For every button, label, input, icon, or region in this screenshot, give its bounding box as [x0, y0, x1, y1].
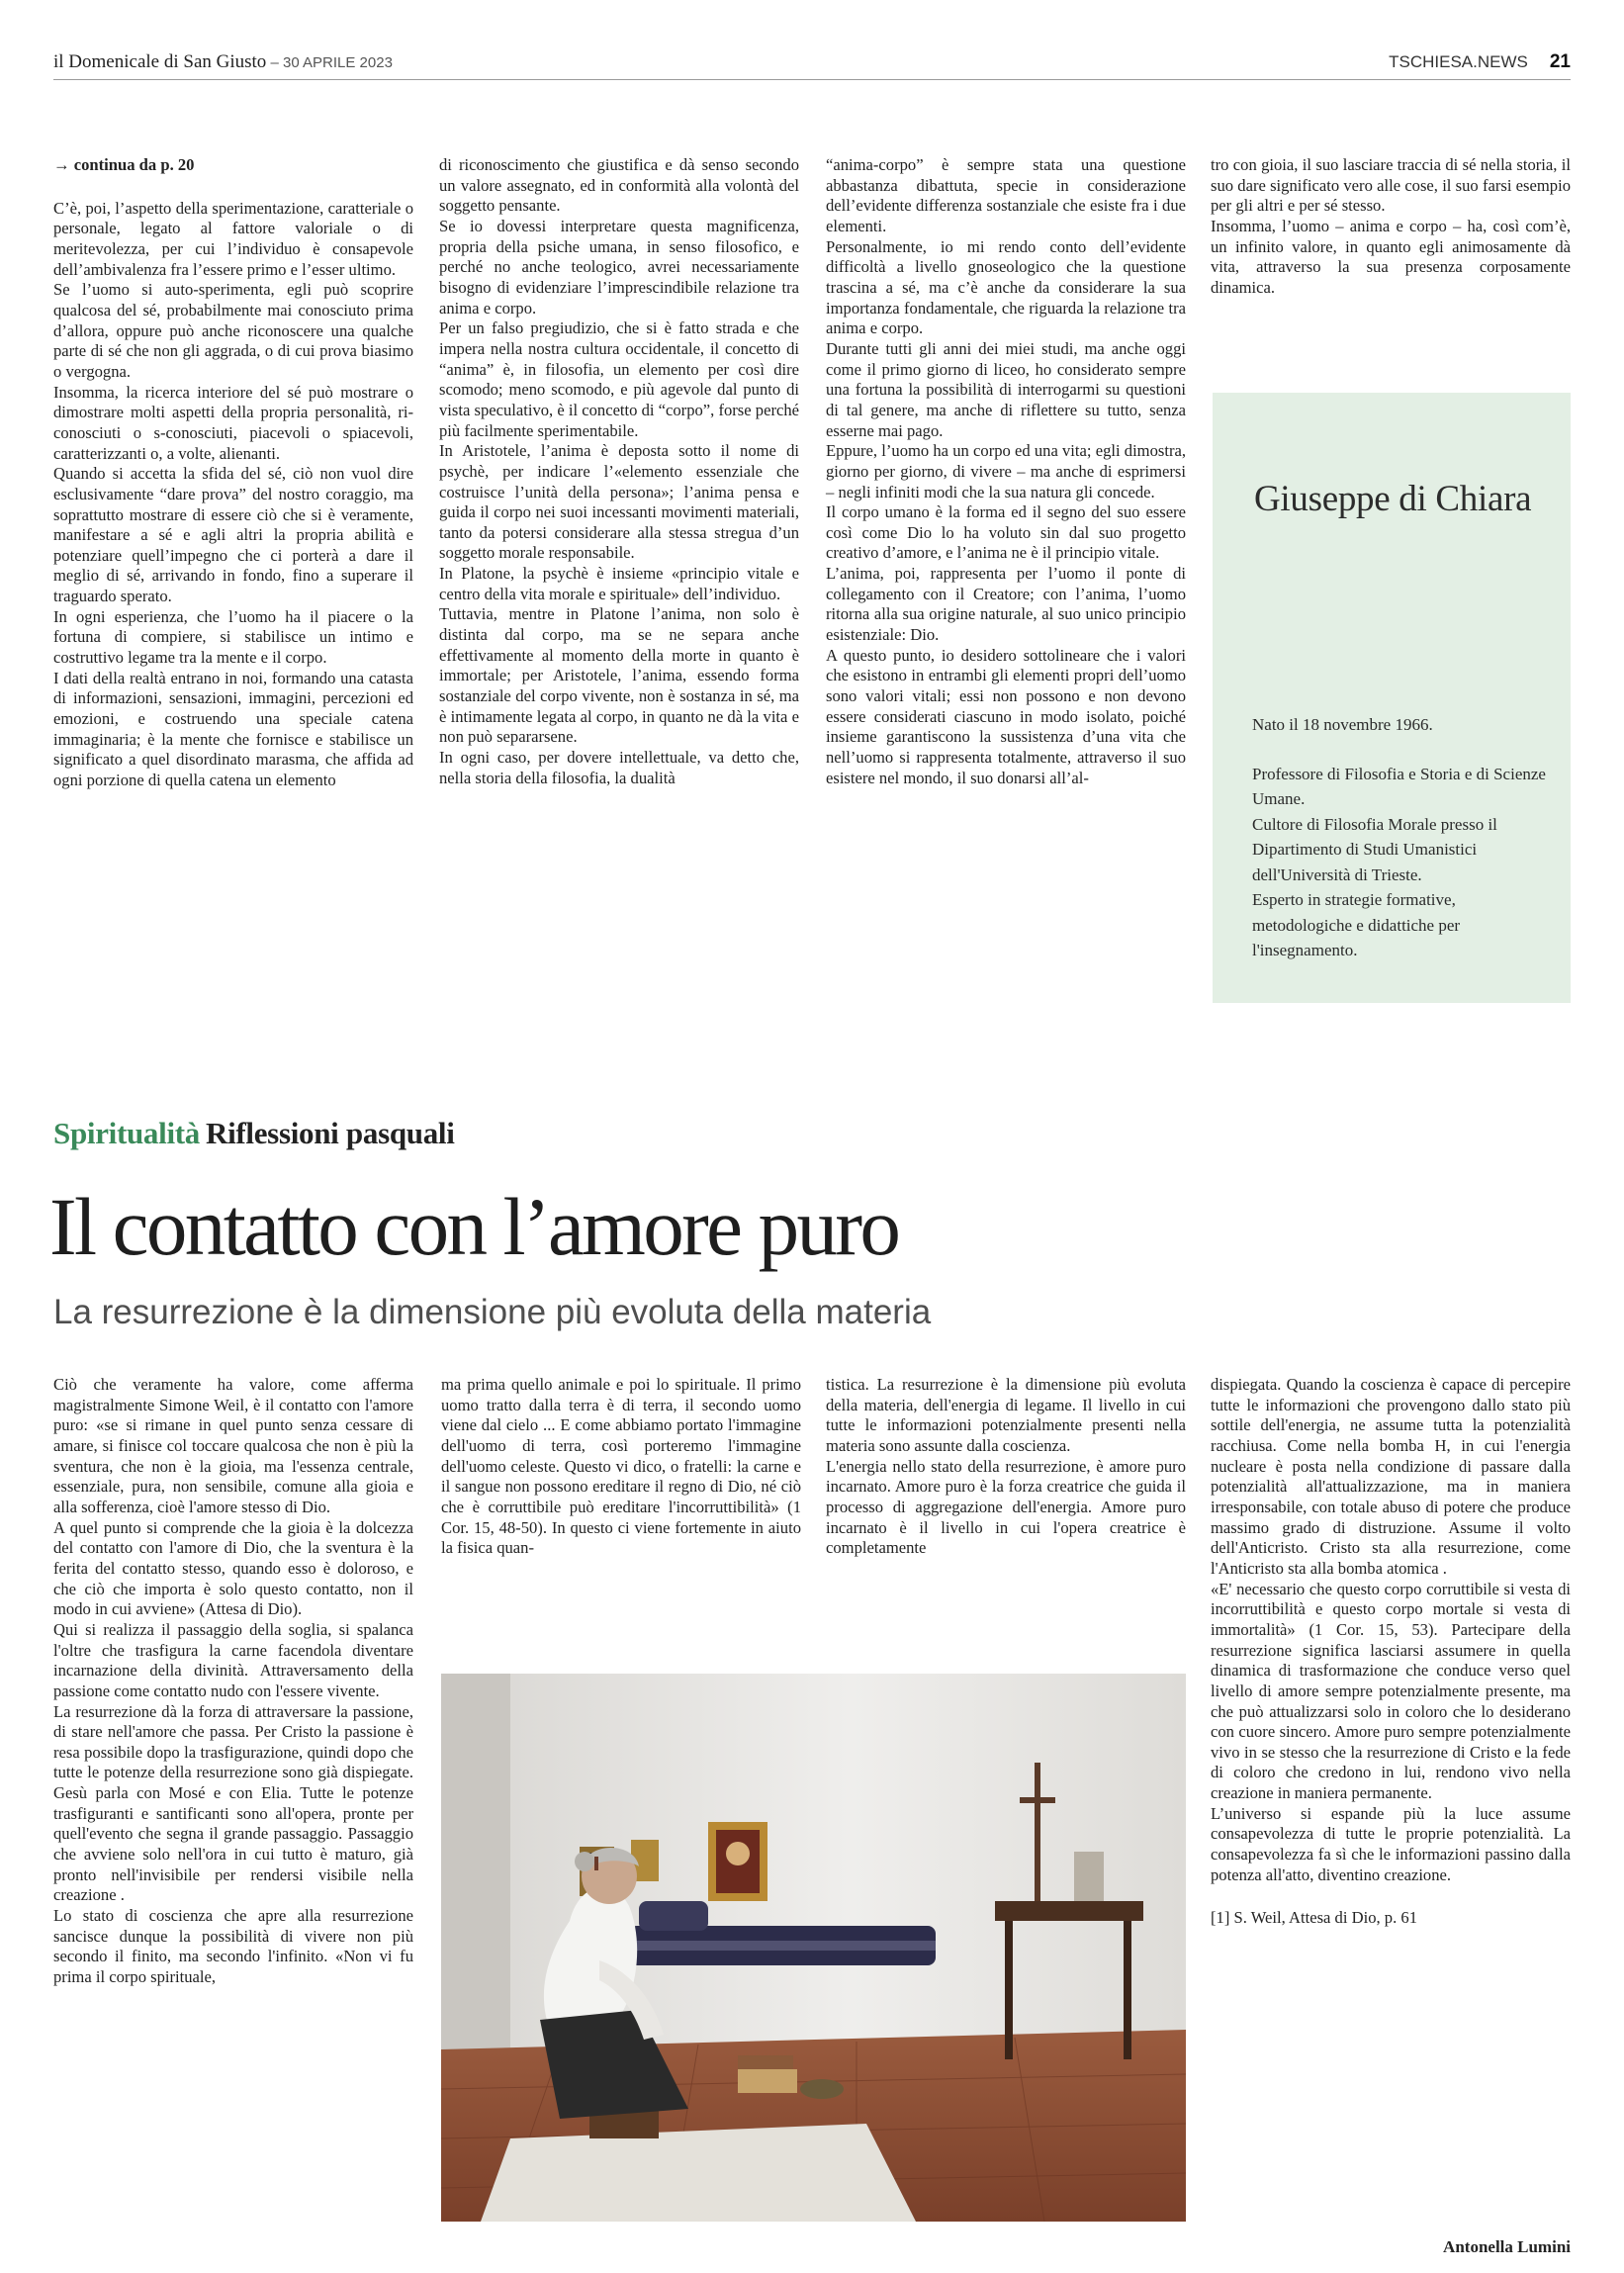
paragraph: Tuttavia, mentre in Platone l’anima, non solo è distinta dal corpo, ma se ne separa anche effettivamente al momento della morte in quanto è immortale; per Aristotele, l’anima, essendo forma sostanziale del corpo vivente, non è sostanza in sé, ma è intimamente legata al corpo, in quanto ne dà la vita e non può separarsene. [439, 604, 799, 747]
article-subtitle: La resurrezione è la dimensione più evoluta della materia [53, 1293, 932, 1331]
paragraph: Quando si accetta la sfida del sé, ciò non vuol dire esclusivamente “dare prova” del nostro coraggio, ma soprattutto mostrare di essere ciò che si è veramente, manifestare a sé e agli altri la propria abilità e potenziare quell’impegno che ci porterà a dare il meglio di sé, arrivando in fondo, fino a superare il traguardo sperato. [53, 464, 413, 606]
publication-header [53, 51, 393, 73]
paragraph: ma prima quello animale e poi lo spirituale. Il primo uomo tratto dalla terra è di terra, il secondo uomo viene dal cielo ... E come abbiamo portato l'immagine dell'uomo di terra, così porteremo l'immagine dell'uomo celeste. Questo vi dico, o fratelli: la carne e il sangue non possono ereditare il regno di Dio, né ciò che è corruttibile può ereditare l'incorruttibilità» (1 Cor. 15, 48-50). In questo ci viene fortemente in aiuto la fisica quan- [441, 1375, 801, 1558]
bio-line: Cultore di Filosofia Morale presso il Dipartimento di Studi Umanistici dell'Università di Trieste. [1252, 814, 1497, 884]
author-bio [1252, 712, 1549, 963]
issue-date: – 30 APRILE 2023 [266, 54, 393, 71]
paragraph: Insomma, la ricerca interiore del sé può mostrare o dimostrare molti aspetti della propria personalità, ri-conosciuti o s-conosciuti, piacevoli o spiacevoli, caratterizzanti o, a volte, alienanti. [53, 382, 413, 463]
paragraph: tro con gioia, il suo lasciare traccia di sé nella storia, il suo dare significato vero alle cose, il suo farsi esempio per gli altri e per sé stesso. [1211, 155, 1571, 216]
paragraph: In Aristotele, l’anima è deposta sotto il nome di psychè, per indicare l’«elemento essenziale che costruisce l’unità della persona»; l’anima pensa e guida il corpo nei suoi incessanti movimenti materiali, tanto da potersi considerare alla stessa stregua d’un soggetto morale responsabile. [439, 441, 799, 563]
article-headline: Il contatto con l’amore puro [49, 1181, 899, 1272]
meditation-room-photo [441, 1674, 1186, 2222]
paragraph: Eppure, l’uomo ha un corpo ed una vita; egli dimostra, giorno per giorno, di vivere – ma anche di esprimersi – negli infiniti modi che la sua natura gli concede. [826, 441, 1186, 501]
article-column-3 [826, 1375, 1186, 1559]
paragraph: Se l’uomo si auto-sperimenta, egli può scoprire qualcosa del sé, probabilmente mai conosciuto prima d’allora, oppure può anche riconoscere una qualche parte di sé che non gli aggrada, o di cui prova biasimo o vergogna. [53, 280, 413, 381]
article-photo [441, 1674, 1186, 2222]
paragraph: In Platone, la psychè è insieme «principio vitale e centro della vita morale e spirituale» dell’individuo. [439, 564, 799, 603]
site-header [1389, 51, 1571, 73]
paragraph: Personalmente, io mi rendo conto dell’evidente difficoltà a livello gnoseologico che la questione trascina a sé, ma c’è anche da considerare la sua importanza fondamentale, che riguarda la relazione tra anima e corpo. [826, 236, 1186, 338]
paragraph: L'energia nello stato della resurrezione, è amore puro incarnato. Amore puro è la forza creatrice che guida il processo di aggregazione dell'energia. Amore puro incarnato è il livello in cui l'opera creatrice è completamente [826, 1456, 1186, 1558]
paragraph: L’universo si espande più la luce assume consapevolezza di tutte le proprie potenzialità. La consapevolezza fa sì che le informazioni passino dalla potenza all'atto, diventino creazione. [1211, 1803, 1571, 1884]
page-number: 21 [1549, 51, 1571, 72]
paragraph: I dati della realtà entrano in noi, formando una catasta di informazioni, sensazioni, immagini, percezioni ed emozioni, e costruendo una speciale catena immaginaria; è la mente che fornisce e stabilisce un significato a quel disordinato marasma, che affida ad ogni porzione di quella catena un elemento [53, 668, 413, 790]
paragraph: Se io dovessi interpretare questa magnificenza, propria della psiche umana, in senso filosofico, e perché no anche teologico, avrei necessariamente bisogno di evidenziare l’imprescindibile relazione tra anima e corpo. [439, 216, 799, 318]
paragraph: [1] S. Weil, Attesa di Dio, p. 61 [1211, 1908, 1417, 1928]
paragraph: In ogni esperienza, che l’uomo ha il piacere o la fortuna di compiere, si stabilisce un intimo e costruttivo legame tra la mente e il corpo. [53, 606, 413, 668]
article-author: Antonella Lumini [1443, 2237, 1571, 2256]
article-column-1 [53, 1375, 413, 1988]
paragraph: Insomma, l’uomo – anima e corpo – ha, così com’è, un infinito valore, in quanto egli animosamente dà vita, attraverso la sua presenza corposamente dinamica. [1211, 216, 1571, 297]
topic-label: Riflessioni pasquali [205, 1116, 455, 1150]
paragraph: A quel punto si comprende che la gioia è la dolcezza del contatto con l'amore di Dio, che la sventura è la ferita del contatto stesso, quando esso è doloroso, e che ciò che importa è solo questo contatto, non il modo in cui avviene» (Attesa di Dio). [53, 1517, 413, 1619]
paragraph: In ogni caso, per dovere intellettuale, va detto che, nella storia della filosofia, la dualità [439, 748, 799, 787]
paragraph: “anima-corpo” è sempre stata una questione abbastanza dibattuta, specie in considerazione dell’evidente differenza sostanziale che esiste fra i due elementi. [826, 155, 1186, 235]
paragraph: Il corpo umano è la forma ed il segno del suo essere così come Dio lo ha voluto sin dal suo progetto creativo d’amore, e l’anima ne è il principio vitale. [826, 502, 1186, 563]
paragraph: «E' necessario che questo corpo corruttibile si vesta di incorruttibilità e questo corpo mortale si vesta di immortalità» (1 Cor. 15, 53). Partecipare della resurrezione significa lasciarsi assumere in quella dinamica di trasformazione che conduce verso quel livello di amore sempre potenzialmente presente, ma che può attualizzarsi solo in coloro che lo desiderano con cuore sincero. Amore puro sempre potenzialmente vivo in se stesso che la resurrezione di Cristo e la fede di coloro che credono in lui, rendono vivo nella creazione in maniera permanente. [1211, 1579, 1571, 1803]
article-column-4 [1211, 1375, 1571, 1929]
bio-line: Esperto in strategie formative, metodologiche e didattiche per l'insegnamento. [1252, 890, 1461, 959]
paragraph: di riconoscimento che giustifica e dà senso secondo un valore assegnato, ed in conformità alla volontà del soggetto pensante. [439, 155, 799, 216]
paragraph: A questo punto, io desidero sottolineare che i valori che esistono in entrambi gli elementi propri dell’uomo sono valori vitali; essi non possono e non devono essere considerati ciascuno in modo isolato, poiché insieme garantiscono la sussistenza d’una vita che nell’uomo si rappresenta totalmente, attraverso il suo esistere nel mondo, il suo donarsi all’al- [826, 645, 1186, 787]
paragraph: dispiegata. Quando la coscienza è capace di percepire tutte le informazioni che provengono dallo stato più sottile dell'energia, ne assume tutta la potenzialità racchiusa. Come nella bomba H, in cui l'energia nucleare è posta nella condizione di passare dalla potenzialità all'attualizzazione, ma in maniera irresponsabile, con totale abuso di potere che produce massimo grado di distruzione. Assume il volto dell'Anticristo. Cristo sta alla resurrezione, come l'Anticristo sta alla bomba atomica . [1211, 1375, 1571, 1578]
paragraph: Ciò che veramente ha valore, come afferma magistralmente Simone Weil, è il contatto con l'amore puro: «se si rimane in quel punto senza cessare di amare, si finisce col toccare qualcosa che non è più la sventura, che non è la gioia, ma l'essenza centrale, essenziale, pura, non sensibile, comune alla gioia e alla sofferenza, cioè l'amore stesso di Dio. [53, 1375, 413, 1516]
paragraph: tistica. La resurrezione è la dimensione più evoluta della materia, dell'energia di legame. Il livello in cui tutte le informazioni potenzialmente presenti nella materia sono assunte dalla coscienza. [826, 1375, 1186, 1455]
prev-article-column-1 [53, 155, 413, 791]
paragraph: La resurrezione dà la forza di attraversare la passione, di stare nell'amore che passa. Per Cristo la passione è resa possibile dopo la trasfigurazione, quindi dopo che tutte le potenze della resurrezione sono già dispiegate. Gesù parla con Mosé e con Elia. Tutte le potenze trasfiguranti e santificanti sono all'opera, pronte per quell'evento che segna il grande passaggio. Passaggio che avviene solo nell'ora in cui tutto è maturo, già pronto nell'invisibile per rendersi visibile nella creazione . [53, 1701, 413, 1905]
header-rule [53, 79, 1571, 80]
article-kicker [53, 1116, 455, 1151]
prev-article-column-3 [826, 155, 1186, 788]
site-name: TSCHIESA.NEWS [1389, 52, 1528, 71]
bio-line: Professore di Filosofia e Storia e di Scienze Umane. [1252, 764, 1546, 808]
section-label: Spiritualità [53, 1116, 200, 1150]
paragraph: C’è, poi, l’aspetto della sperimentazione, caratteriale o personale, legato al fattore valoriale o di meritevolezza, per cui l’individuo è consapevole dell’ambivalenza fra l’essere primo e l’esser ultimo. [53, 198, 413, 279]
paragraph: Lo stato di coscienza che apre alla resurrezione sancisce dunque la possibilità di vivere non più secondo il finito, ma secondo l'infinito. «Non vi fu prima il corpo spirituale, [53, 1906, 413, 1987]
author-name: Giuseppe di Chiara [1254, 479, 1532, 519]
prev-article-column-4 [1211, 155, 1571, 299]
paragraph: Per un falso pregiudizio, che si è fatto strada e che impera nella nostra cultura occidentale, il concetto di “anima” è, in filosofia, un elemento per così dire scomodo; meno scomodo, e più agevole dal punto di vista speculativo, è il concetto di “corpo”, forse perché più facilmente sperimentabile. [439, 318, 799, 440]
paragraph: Qui si realizza il passaggio della soglia, si spalanca l'oltre che trasfigura la carne facendola diventare incarnazione della divinità. Attraversamento della passione come contatto nudo con l'essere vivente. [53, 1619, 413, 1700]
paragraph: → continua da p. 20 [53, 155, 195, 174]
article-column-2 [441, 1375, 801, 1559]
paragraph: Durante tutti gli anni dei miei studi, ma anche oggi come il primo giorno di liceo, ho considerato sempre una fortuna la possibilità di interrogarmi su questioni di tal genere, ma anche di riflettere su tutto, senza esserne mai pago. [826, 338, 1186, 440]
publication-name: il Domenicale di San Giusto [53, 51, 267, 72]
bio-line: Nato il 18 novembre 1966. [1252, 715, 1433, 734]
prev-article-column-2 [439, 155, 799, 788]
paragraph: L’anima, poi, rappresenta per l’uomo il ponte di collegamento con il Creatore; con l’anima, l’uomo ritorna alla sua origine naturale, al suo unico principio esistenziale: Dio. [826, 564, 1186, 645]
